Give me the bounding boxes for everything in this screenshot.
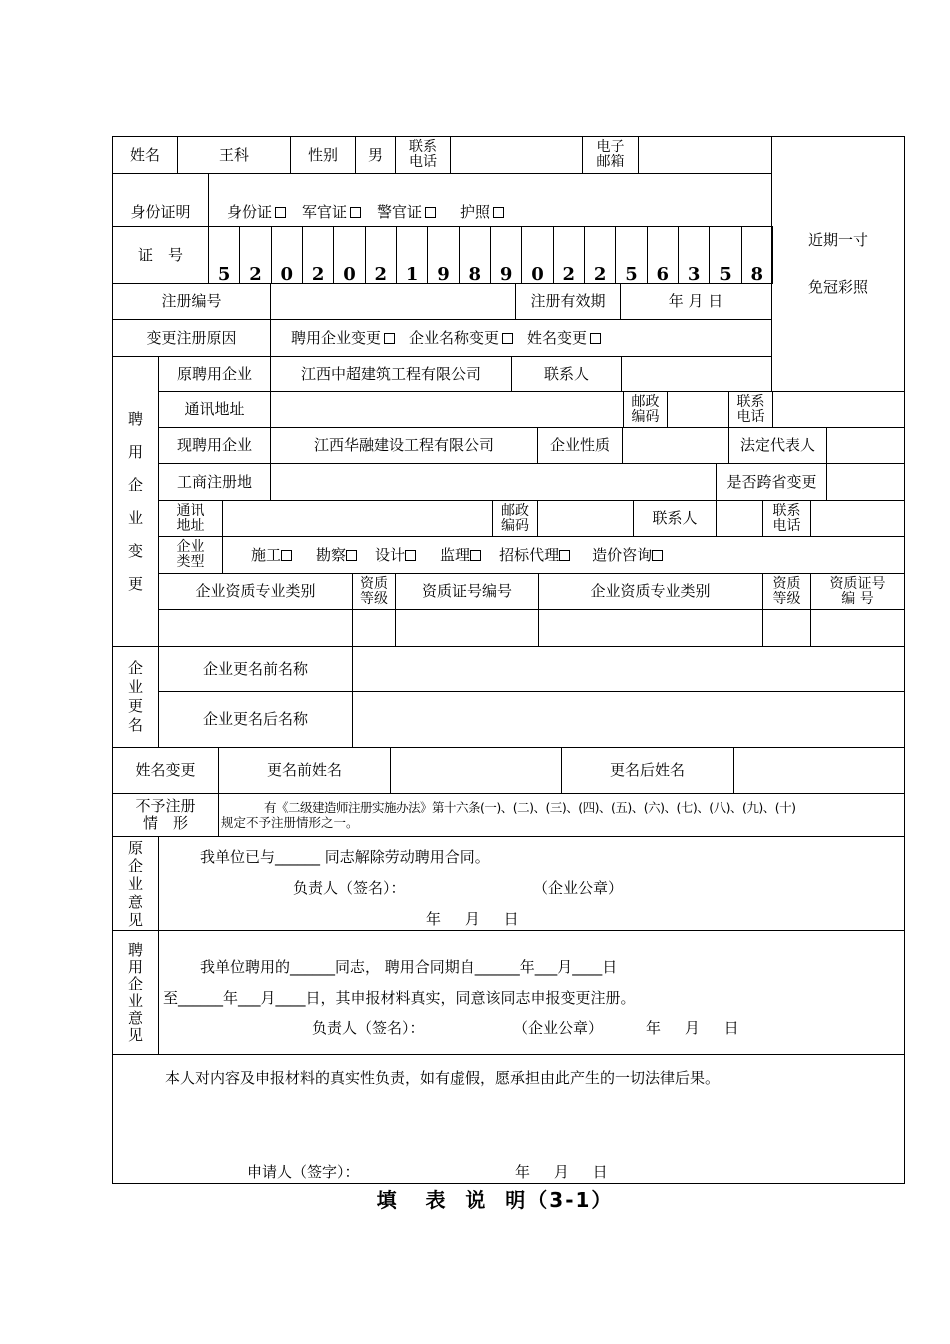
biz-reg-value[interactable] [270, 463, 717, 501]
id-option-military[interactable]: 军官证 [302, 204, 361, 221]
contact-label: 联系人 [511, 356, 622, 392]
qual-cert-value[interactable] [395, 609, 539, 647]
orig-company-label: 原聘用企业 [158, 356, 271, 392]
orig-opinion-signer: 负责人（签名）： [293, 879, 406, 897]
addr2-label: 通讯地址 [158, 500, 223, 537]
new-opinion-line1: 我单位聘用的______同志， 聘用合同期自______年___月____日 [200, 958, 618, 976]
contact2-label: 联系人 [633, 500, 717, 537]
orig-opinion-section-label: 原 企 业 意 见 [112, 836, 159, 931]
footer-title: 填 表 说 明（3-1） [376, 1188, 614, 1212]
new-company-value[interactable]: 江西华融建设工程有限公司 [270, 427, 538, 464]
employer-change-section-label: 聘 用 企 业 变 更 [112, 356, 159, 647]
declaration-date: 年 月 日 [515, 1163, 608, 1181]
phone2-label: 联系电话 [728, 391, 773, 428]
checkbox-icon[interactable] [470, 550, 481, 561]
postal2-value[interactable] [537, 500, 634, 537]
photo-box[interactable] [771, 136, 905, 392]
checkbox-icon[interactable] [281, 550, 292, 561]
checkbox-icon[interactable] [559, 550, 570, 561]
checkbox-icon[interactable] [652, 550, 663, 561]
checkbox-icon[interactable] [590, 333, 601, 344]
id-digit-cell[interactable]: 2 [553, 226, 585, 284]
qual-category2-label: 企业资质专业类别 [538, 573, 763, 610]
id-type-label: 身份证明 [112, 173, 209, 227]
photo-line2: 免冠彩照 [807, 278, 868, 296]
address-label: 通讯地址 [158, 391, 271, 428]
type-label: 企业类型 [158, 536, 223, 574]
photo-line1: 近期一寸 [807, 231, 868, 249]
rename-after-label: 企业更名后名称 [158, 691, 353, 748]
legal-rep-value[interactable] [826, 427, 905, 464]
name-after-label: 更名后姓名 [561, 747, 734, 794]
id-digit-cell[interactable]: 2 [239, 226, 271, 284]
reg-validity-label: 注册有效期 [515, 283, 621, 320]
id-digit-cell[interactable]: 5 [615, 226, 647, 284]
nature-label: 企业性质 [537, 427, 623, 464]
id-option-passport[interactable]: 护照 [460, 204, 504, 221]
biz-reg-label: 工商注册地 [158, 463, 271, 501]
qual-category-value[interactable] [158, 609, 353, 647]
id-digit-cell[interactable]: 1 [396, 226, 428, 284]
rename-before-label: 企业更名前名称 [158, 646, 353, 692]
id-digit-cell[interactable]: 2 [584, 226, 616, 284]
checkbox-icon[interactable] [425, 207, 436, 218]
postal2-label: 邮政编码 [492, 500, 538, 537]
name-before-value[interactable] [390, 747, 562, 794]
qual-cert-label: 资质证号编号 [395, 573, 539, 610]
checkbox-icon[interactable] [502, 333, 513, 344]
reg-number-label: 注册编号 [112, 283, 271, 320]
change-reason-options [270, 319, 772, 357]
id-digit-cell[interactable]: 9 [427, 226, 459, 284]
checkbox-icon[interactable] [493, 207, 504, 218]
qual-category2-value[interactable] [538, 609, 763, 647]
qual-cert2-label: 资质证号 编 号 [810, 573, 905, 610]
address-value[interactable] [270, 391, 624, 428]
type-construction[interactable]: 施工 [251, 547, 292, 564]
phone-value[interactable] [450, 136, 583, 174]
no-registration-text: 有《二级建造师注册实施办法》第十六条(一)、(二)、(三)、(四)、(五)、(六)、(七)、(八)、(九)、(十) 规定不予注册情形之一。 [218, 793, 905, 837]
new-company-label: 现聘用企业 [158, 427, 271, 464]
id-digit-cell[interactable]: 2 [365, 226, 397, 284]
qual-cert2-value[interactable] [810, 609, 905, 647]
type-survey[interactable]: 勘察 [316, 547, 357, 564]
id-digit-cell[interactable]: 6 [647, 226, 679, 284]
addr2-value[interactable] [222, 500, 493, 537]
orig-company-value[interactable]: 江西中超建筑工程有限公司 [270, 356, 512, 392]
id-option-police[interactable]: 警官证 [377, 204, 436, 221]
id-number-label: 证 号 [112, 226, 209, 284]
new-opinion-seal: （企业公章） [513, 1019, 604, 1037]
cross-province-label: 是否跨省变更 [716, 463, 827, 501]
checkbox-icon[interactable] [346, 550, 357, 561]
qual-category-label: 企业资质专业类别 [158, 573, 353, 610]
phone3-value[interactable] [810, 500, 905, 537]
new-opinion-section-label: 聘 用 企 业 意 见 [112, 930, 159, 1055]
name-change-label: 姓名变更 [112, 747, 219, 794]
id-digit-cell[interactable]: 8 [459, 226, 491, 284]
id-digit-cell[interactable]: 8 [741, 226, 773, 284]
contact2-value[interactable] [716, 500, 763, 537]
id-digit-cell[interactable]: 3 [678, 226, 710, 284]
name-value: 王科 [177, 136, 291, 174]
type-supervision[interactable]: 监理 [440, 547, 481, 564]
postal-value[interactable] [667, 391, 729, 428]
id-digit-cell[interactable]: 0 [333, 226, 365, 284]
qual-level2-label: 资质等级 [762, 573, 811, 610]
qual-level2-value[interactable] [762, 609, 811, 647]
phone3-label: 联系电话 [762, 500, 811, 537]
orig-opinion-seal: （企业公章） [533, 879, 624, 897]
declaration-text: 本人对内容及申报材料的真实性负责，如有虚假，愿承担由此产生的一切法律后果。 [165, 1069, 721, 1087]
company-rename-section-label: 企 业 更 名 [112, 646, 159, 748]
no-registration-label: 不予注册 情 形 [112, 793, 219, 837]
id-digit-cell[interactable]: 5 [208, 226, 240, 284]
new-opinion-date: 年 月 日 [646, 1019, 739, 1037]
name-before-label: 更名前姓名 [218, 747, 391, 794]
reason-company-name[interactable]: 企业名称变更 [409, 330, 513, 347]
rename-after-value[interactable] [352, 691, 905, 748]
reason-name[interactable]: 姓名变更 [527, 330, 601, 347]
checkbox-icon[interactable] [275, 207, 286, 218]
checkbox-icon[interactable] [405, 550, 416, 561]
reason-employer[interactable]: 聘用企业变更 [291, 330, 395, 347]
reg-validity-value[interactable]: 年 月 日 [620, 283, 772, 320]
orig-opinion-date: 年 月 日 [426, 910, 519, 928]
phone-label: 联系电话 [395, 136, 451, 174]
gender-value: 男 [355, 136, 396, 174]
gender-label: 性别 [290, 136, 356, 174]
id-digit-cell[interactable]: 0 [521, 226, 553, 284]
name-label: 姓名 [112, 136, 178, 174]
checkbox-icon[interactable] [384, 333, 395, 344]
rename-before-value[interactable] [352, 646, 905, 692]
qual-level-label: 资质等级 [352, 573, 396, 610]
id-digit-cell[interactable]: 9 [490, 226, 522, 284]
phone2-value[interactable] [772, 391, 905, 428]
postal-label: 邮政编码 [623, 391, 668, 428]
id-digit-cell[interactable]: 2 [302, 226, 334, 284]
legal-rep-label: 法定代表人 [728, 427, 827, 464]
id-option-idcard[interactable]: 身份证 [227, 204, 286, 221]
orig-opinion-line1: 我单位已与______ 同志解除劳动聘用合同。 [200, 848, 490, 866]
qual-level-value[interactable] [352, 609, 396, 647]
declaration-applicant: 申请人（签字）： [247, 1163, 360, 1181]
checkbox-icon[interactable] [350, 207, 361, 218]
name-after-value[interactable] [733, 747, 905, 794]
change-reason-label: 变更注册原因 [112, 319, 271, 357]
id-digit-cell[interactable]: 5 [709, 226, 741, 284]
type-cost[interactable]: 造价咨询 [592, 547, 663, 564]
new-opinion-line2: 至______年___月____日，其申报材料真实，同意该同志申报变更注册。 [163, 989, 636, 1007]
id-type-options [208, 173, 772, 227]
new-opinion-signer: 负责人（签名）： [312, 1019, 425, 1037]
reg-number-value[interactable] [270, 283, 516, 320]
type-bidding[interactable]: 招标代理 [499, 547, 570, 564]
cross-province-value[interactable] [826, 463, 905, 501]
type-options [222, 536, 905, 574]
nature-value[interactable] [622, 427, 729, 464]
contact-value[interactable] [621, 356, 772, 392]
email-label: 电子邮箱 [582, 136, 639, 174]
type-design[interactable]: 设计 [375, 547, 416, 564]
email-value[interactable] [638, 136, 772, 174]
id-digit-cell[interactable]: 0 [271, 226, 303, 284]
